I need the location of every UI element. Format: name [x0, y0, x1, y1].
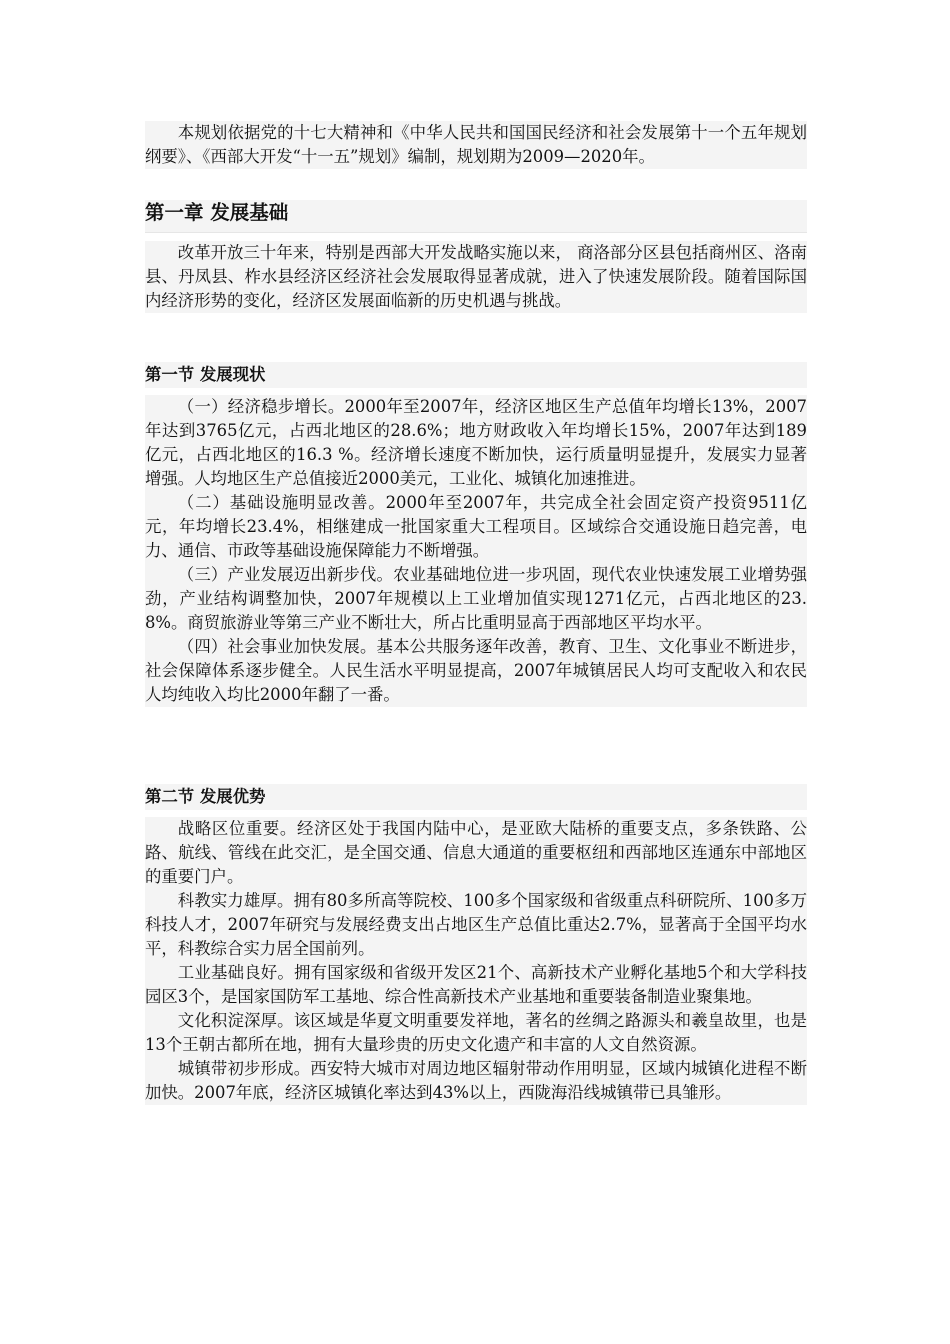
section-title-current-status: 第一节 发展现状	[145, 362, 807, 388]
chapter-lead-block	[145, 241, 807, 313]
status-paragraph-industry: （三）产业发展迈出新步伐。农业基础地位进一步巩固，现代农业快速发展工业增势强劲，产业结构调整加快，2007年规模以上工业增加值实现1271亿元，占西北地区的23.8%。商贸旅游业等第三产业不断壮大，所占比重明显高于西部地区平均水平。	[145, 565, 807, 632]
status-paragraph-infrastructure: （二）基础设施明显改善。2000年至2007年，共完成全社会固定资产投资9511亿元，年均增长23.4%，相继建成一批国家重大工程项目。区域综合交通设施日趋完善，电力、通信、市政等基础设施保障能力不断增强。	[145, 493, 807, 560]
advantage-paragraph-urban: 城镇带初步形成。西安特大城市对周边地区辐射带动作用明显，区域内城镇化进程不断加快。2007年底，经济区城镇化率达到43%以上，西陇海沿线城镇带已具雏形。	[145, 1059, 807, 1102]
section-current-status-body	[145, 395, 807, 707]
status-paragraph-economy: （一）经济稳步增长。2000年至2007年，经济区地区生产总值年均增长13%，2007年达到3765亿元，占西北地区的28.6%；地方财政收入年均增长15%，2007年达到189亿元，占西北地区的16.3 %。经济增长速度不断加快，运行质量明显提升，发展实力显著增强。人均地区生产总值接近2000美元，工业化、城镇化加速推进。	[145, 397, 807, 488]
intro-block	[145, 121, 807, 169]
advantage-paragraph-location: 战略区位重要。经济区处于我国内陆中心，是亚欧大陆桥的重要支点，多条铁路、公路、航线、管线在此交汇，是全国交通、信息大通道的重要枢纽和西部地区连通东中部地区的重要门户。	[145, 819, 807, 886]
chapter-title: 第一章 发展基础	[145, 200, 807, 233]
advantage-paragraph-culture: 文化积淀深厚。该区域是华夏文明重要发祥地，著名的丝绸之路源头和羲皇故里，也是13个王朝古都所在地，拥有大量珍贵的历史文化遗产和丰富的人文自然资源。	[145, 1011, 807, 1054]
section-title-advantages: 第二节 发展优势	[145, 784, 807, 810]
advantage-paragraph-industry: 工业基础良好。拥有国家级和省级开发区21个、高新技术产业孵化基地5个和大学科技园区3个，是国家国防军工基地、综合性高新技术产业基地和重要装备制造业聚集地。	[145, 963, 807, 1006]
section-advantages-body	[145, 817, 807, 1105]
status-paragraph-social: （四）社会事业加快发展。基本公共服务逐年改善，教育、卫生、文化事业不断进步，社会保障体系逐步健全。人民生活水平明显提高，2007年城镇居民人均可支配收入和农民人均纯收入均比2000年翻了一番。	[145, 637, 807, 704]
advantage-paragraph-science: 科教实力雄厚。拥有80多所高等院校、100多个国家级和省级重点科研院所、100多万科技人才，2007年研究与发展经费支出占地区生产总值比重达2.7%，显著高于全国平均水平，科教综合实力居全国前列。	[145, 891, 807, 958]
chapter-lead-paragraph: 改革开放三十年来，特别是西部大开发战略实施以来， 商洛部分区县包括商州区、洛南县、丹凤县、柞水县经济区经济社会发展取得显著成就，进入了快速发展阶段。随着国际国内经济形势的变化，经济区发展面临新的历史机遇与挑战。	[145, 243, 807, 310]
intro-paragraph: 本规划依据党的十七大精神和《中华人民共和国国民经济和社会发展第十一个五年规划纲要》、《西部大开发“十一五”规划》编制，规划期为2009—2020年。	[145, 123, 807, 166]
